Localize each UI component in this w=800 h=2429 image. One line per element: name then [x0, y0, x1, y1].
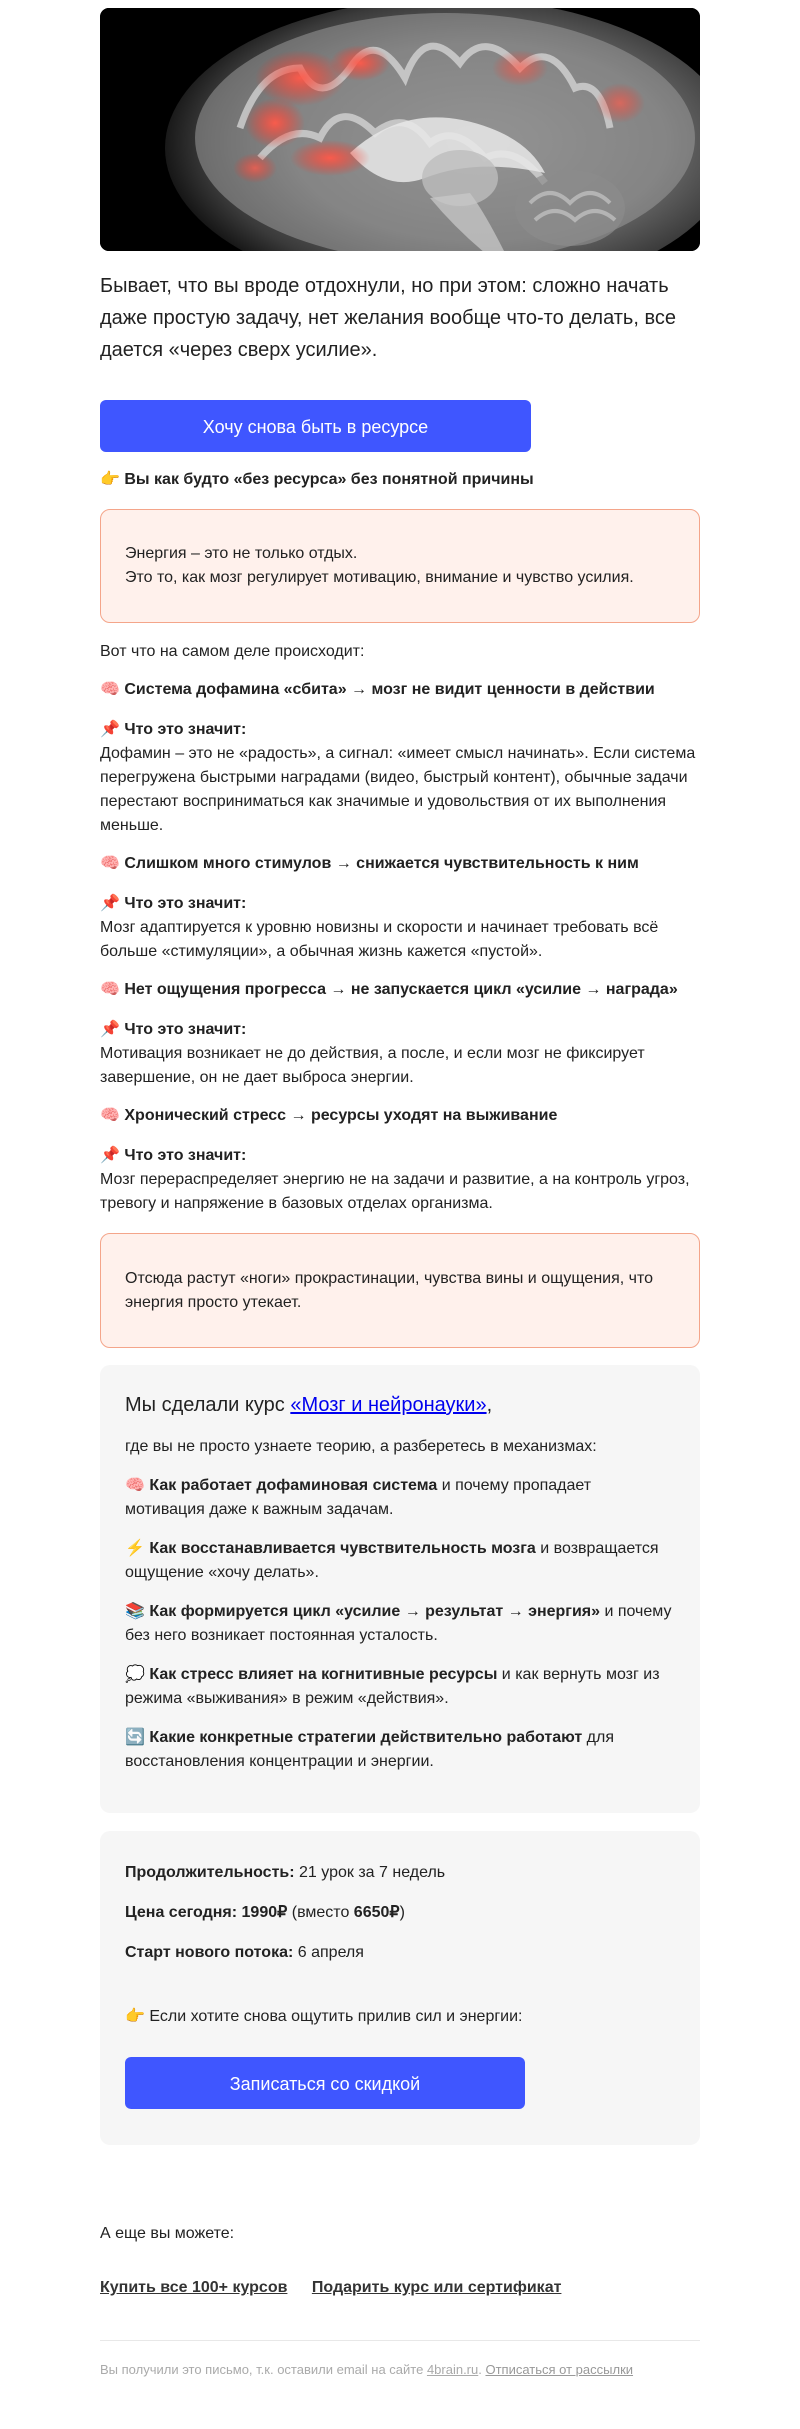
gift-course-link[interactable]: Подарить курс или сертификат [311, 2279, 562, 2296]
course-title-prefix: Мы сделали курс [125, 1394, 291, 1416]
duration-row [125, 1861, 675, 1885]
section-title: 🧠 Система дофамина «сбита» → мозг не видит ценности в действии [100, 681, 655, 698]
course-feature [125, 1726, 675, 1774]
course-card [100, 1365, 700, 1813]
section-title: 🧠 Хронический стресс → ресурсы уходят на выживание [100, 1107, 558, 1124]
price-mid: (вместо [287, 1904, 354, 1921]
feature-bold: Как восстанавливается чувствительность мозга [149, 1540, 536, 1557]
course-feature [125, 1663, 675, 1711]
brain-mri-image [100, 8, 700, 251]
feature-bold: Какие конкретные стратегии действительно работают [149, 1729, 583, 1746]
price-row [125, 1901, 675, 1925]
procrastination-callout [100, 1233, 700, 1348]
no-resource-line [100, 468, 700, 492]
start-row [125, 1941, 675, 1965]
callout-text: Отсюда растут «ноги» прокрастинации, чувства вины и ощущения, что энергия просто утекает. [125, 1270, 654, 1311]
footer-links [100, 2276, 700, 2300]
section-subtitle: 📌 Что это значит: [100, 1147, 247, 1164]
course-title-suffix: , [486, 1394, 493, 1416]
lightning-icon: ⚡ [125, 1540, 145, 1557]
footer-text: Вы получили это письмо, т.к. оставили email на сайте [100, 2362, 427, 2377]
section-body: Мотивация возникает не до действия, а после, и если мозг не фиксирует завершение, он не дает выброса энергии. [100, 1045, 645, 1086]
course-lead: где вы не просто узнаете теорию, а разберетесь в механизмах: [125, 1438, 597, 1455]
site-link[interactable]: 4brain.ru [426, 2362, 479, 2377]
footer-divider [100, 2340, 700, 2341]
explanation-section [100, 852, 700, 964]
email-body [100, 8, 700, 2379]
footer-note [100, 2361, 700, 2379]
course-feature [125, 1537, 675, 1585]
section-title: 🧠 Слишком много стимулов → снижается чувствительность к ним [100, 855, 639, 872]
enroll-discount-button[interactable]: Записаться со скидкой [125, 2057, 525, 2109]
section-body: Мозг адаптируется к уровню новизны и скорости и начинает требовать всё больше «стимуляции», а обычная жизнь кажется «пустой». [100, 919, 659, 960]
section-body: Дофамин – это не «радость», а сигнал: «имеет смысл начинать». Если система перегружена быстрыми наградами (видео, быстрый контент), обычные задачи перестают восприниматься как значимые и удовольствия от их выполнения меньше. [100, 745, 696, 834]
hero-image [100, 8, 700, 251]
feature-rest: и почему пропадает мотивация даже к важным задачам. [125, 1477, 592, 1518]
course-feature [125, 1600, 675, 1648]
intro-text: Бывает, что вы вроде отдохнули, но при этом: сложно начать даже простую задачу, нет желания вообще что-то делать, все дается «через сверх усилие». [100, 275, 676, 361]
unsubscribe-link[interactable]: Отписаться от рассылки [485, 2362, 634, 2377]
footer-sep: . [478, 2362, 486, 2377]
no-resource-text: Вы как будто «без ресурса» без понятной причины [124, 471, 534, 488]
section-body: Мозг перераспределяет энергию не на задачи и развитие, а на контроль угроз, тревогу и напряжение в базовых отделах организма. [100, 1171, 690, 1212]
feature-rest: и возвращается ощущение «хочу делать». [125, 1540, 659, 1581]
books-icon: 📚 [125, 1603, 145, 1620]
callout-line-1: Энергия – это не только отдых. [125, 545, 358, 562]
pitch-text: 👉 Если хотите снова ощутить прилив сил и энергии: [125, 2008, 523, 2025]
explanation-section [100, 978, 700, 1090]
buy-all-courses-link[interactable]: Купить все 100+ курсов [100, 2279, 288, 2296]
refresh-icon: 🔄 [125, 1729, 145, 1746]
thought-bubble-icon: 💭 [125, 1666, 145, 1683]
section-title: 🧠 Нет ощущения прогресса → не запускается цикл «усилие → награда» [100, 981, 678, 998]
feature-rest: и как вернуть мозг из режима «выживания» в режим «действия». [125, 1666, 660, 1707]
explanation-section [100, 678, 700, 838]
price-label: Цена сегодня: 1990₽ [125, 1904, 288, 1921]
start-label: Старт нового потока: [125, 1944, 294, 1961]
lead-text: Вот что на самом деле происходит: [100, 643, 365, 660]
feature-bold: Как формируется цикл «усилие → результат → энергия» [149, 1603, 601, 1620]
callout-line-2: Это то, как мозг регулирует мотивацию, внимание и чувство усилия. [125, 569, 634, 586]
feature-bold: Как работает дофаминовая система [149, 1477, 438, 1494]
explanation-section [100, 1104, 700, 1216]
course-feature [125, 1474, 675, 1522]
feature-rest: и почему без него возникает постоянная усталость. [125, 1603, 672, 1644]
also-text: А еще вы можете: [100, 2225, 235, 2242]
course-title [125, 1391, 675, 1419]
price-old: 6650₽ [353, 1904, 400, 1921]
feature-bold: Как стресс влияет на когнитивные ресурсы [149, 1666, 498, 1683]
start-value: 6 апреля [293, 1944, 364, 1961]
duration-value: 21 урок за 7 недель [294, 1864, 446, 1881]
brain-icon: 🧠 [125, 1477, 145, 1494]
section-subtitle: 📌 Что это значит: [100, 721, 247, 738]
feature-rest: для восстановления концентрации и энергии. [125, 1729, 615, 1770]
energy-callout [100, 509, 700, 623]
course-link[interactable]: «Мозг и нейронауки» [290, 1394, 487, 1416]
duration-label: Продолжительность: [125, 1864, 295, 1881]
info-card [100, 1831, 700, 2145]
cta-primary-button[interactable]: Хочу снова быть в ресурсе [100, 400, 531, 452]
price-end: ) [399, 1904, 405, 1921]
pointing-hand-icon: 👉 [100, 471, 120, 488]
section-subtitle: 📌 Что это значит: [100, 895, 247, 912]
section-subtitle: 📌 Что это значит: [100, 1021, 247, 1038]
